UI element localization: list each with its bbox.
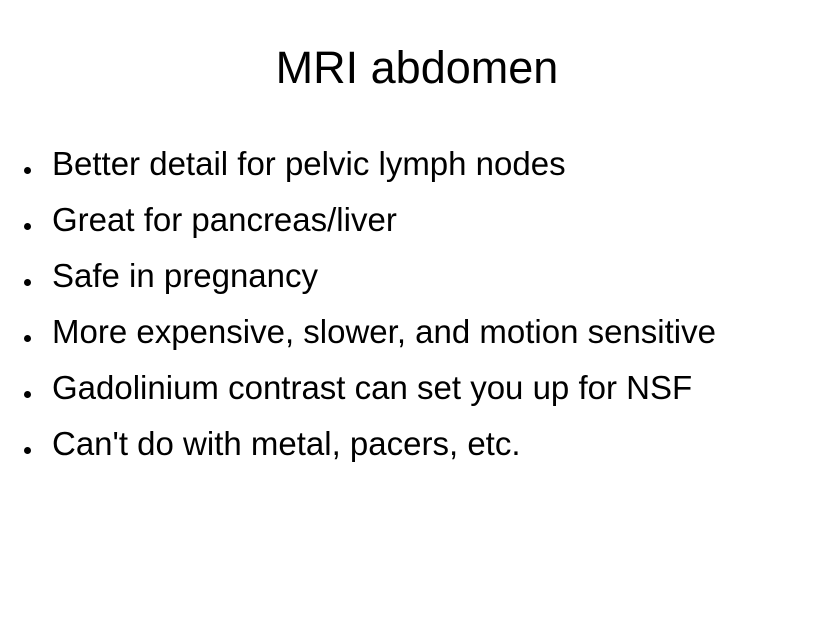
bullet-dot-icon [24,391,31,398]
bullet-list [0,136,834,472]
bullet-text: Better detail for pelvic lymph nodes [52,145,566,182]
bullet-dot-icon [24,223,31,230]
bullet-item [0,416,834,472]
bullet-text: Safe in pregnancy [52,257,319,294]
bullet-item [0,304,834,360]
slide-title: MRI abdomen [275,42,559,93]
bullet-item [0,360,834,416]
bullet-text: Gadolinium contrast can set you up for NSF [52,369,693,406]
bullet-dot-icon [24,279,31,286]
bullet-text: Can't do with metal, pacers, etc. [52,425,521,462]
bullet-item [0,192,834,248]
bullet-item [0,136,834,192]
bullet-text: Great for pancreas/liver [52,201,397,238]
bullet-dot-icon [24,167,31,174]
bullet-dot-icon [24,447,31,454]
bullet-dot-icon [24,335,31,342]
bullet-item [0,248,834,304]
bullet-text: More expensive, slower, and motion sensitive [52,313,716,350]
